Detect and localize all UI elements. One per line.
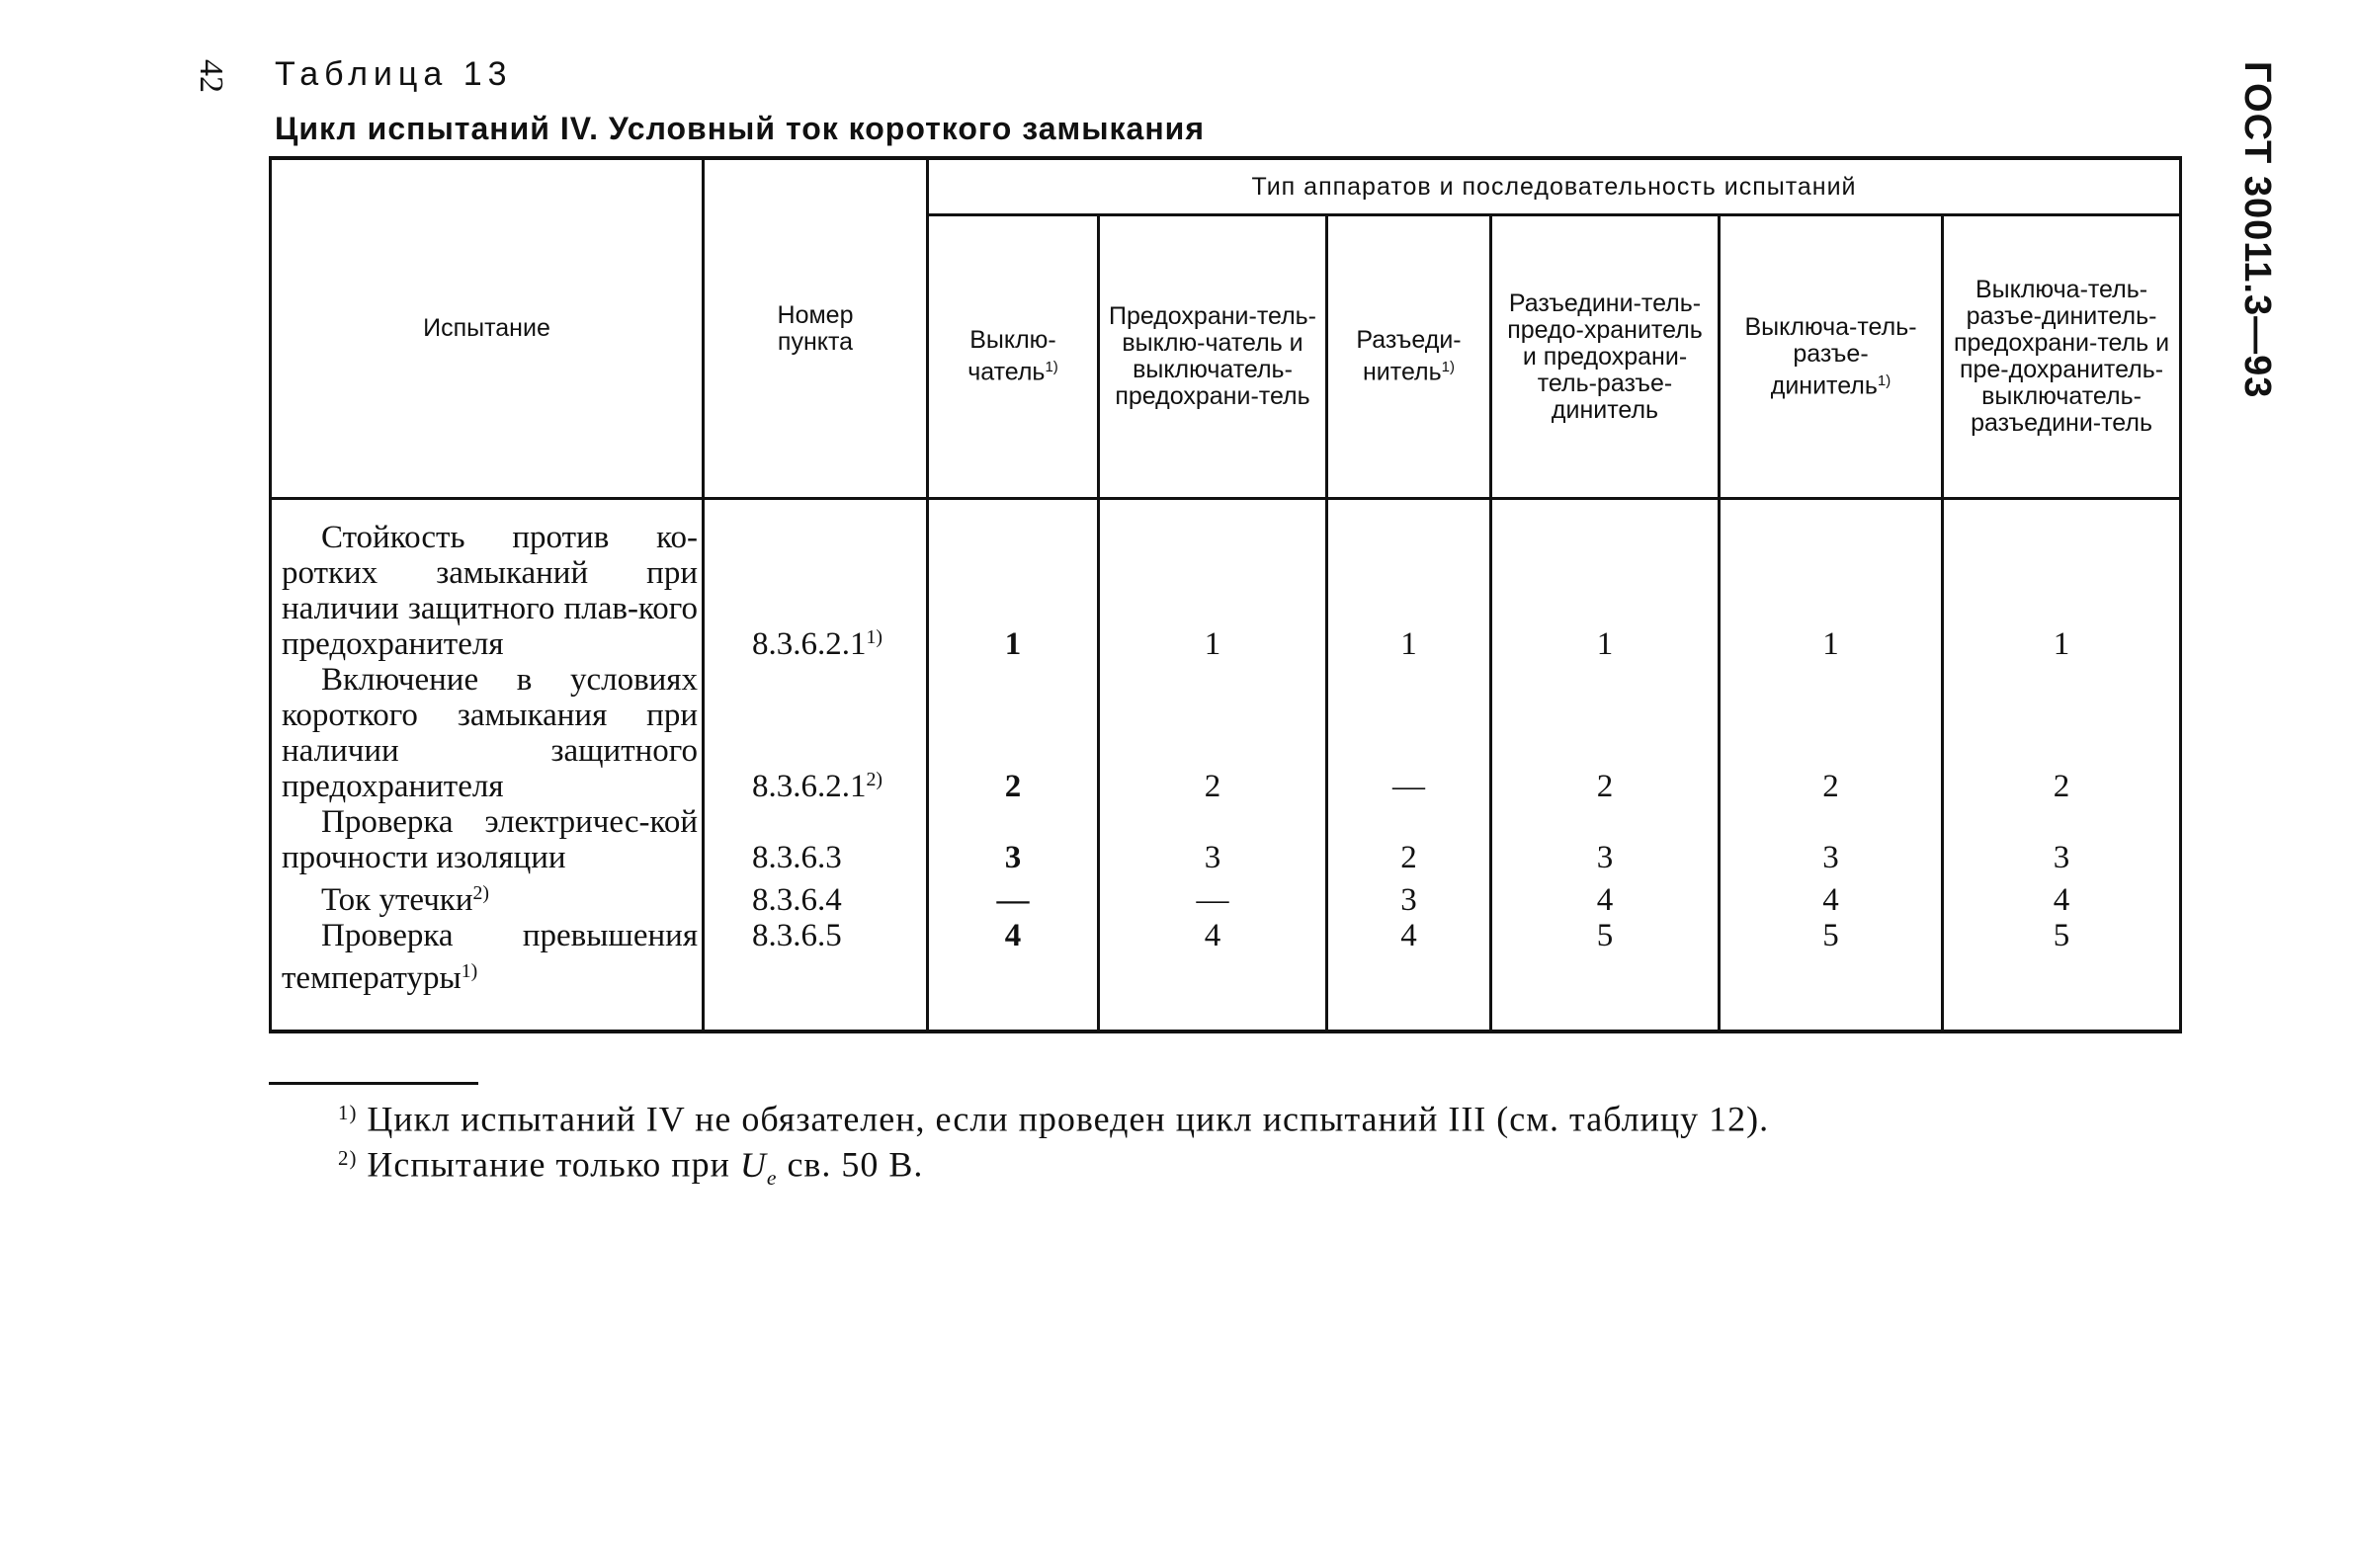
device-label: Предохрани-тель-выклю-чатель и выключатель-предохрани-тель <box>1108 302 1317 410</box>
sequence-value: 4 <box>1943 875 2181 918</box>
sequence-value: 5 <box>1943 918 2181 996</box>
sequence-value: — <box>928 875 1099 918</box>
footnote-text: Цикл испытаний IV не обязателен, если проведен цикл испытаний III (см. таблицу 12). <box>367 1099 1770 1139</box>
sequence-value: 2 <box>1491 662 1720 804</box>
test-name: Ток утечки$^{2)}$ <box>271 875 704 918</box>
table-row <box>271 918 2181 996</box>
sequence-value: 4 <box>1099 918 1327 996</box>
page-number: 42 <box>193 59 229 93</box>
device-footnote: 1) <box>1877 371 1891 389</box>
sequence-value: 1 <box>1720 520 1943 662</box>
table-row <box>271 875 2181 918</box>
header-device-4 <box>1491 215 1720 499</box>
clause-number: 8.3.6.2.1$^{2)}$ <box>704 662 928 804</box>
device-footnote: 1) <box>1045 359 1058 376</box>
footnote-mark: 2) <box>338 1146 358 1171</box>
device-label: Выклю-чатель <box>967 326 1056 386</box>
sequence-value: — <box>1327 662 1491 804</box>
header-device-5 <box>1720 215 1943 499</box>
clause-number: 8.3.6.3 <box>704 804 928 875</box>
sequence-value: 2 <box>1943 662 2181 804</box>
test-name: Проверка электричес-кой прочности изоляции <box>271 804 704 875</box>
table-label: Таблица 13 <box>275 55 513 93</box>
header-device-2 <box>1099 215 1327 499</box>
sequence-value: 1 <box>1491 520 1720 662</box>
sequence-value: 2 <box>1720 662 1943 804</box>
sequence-value: 2 <box>1099 662 1327 804</box>
clause-number: 8.3.6.4 <box>704 875 928 918</box>
footnote-1 <box>338 1093 1769 1138</box>
table-row <box>271 662 2181 804</box>
sequence-value: 5 <box>1491 918 1720 996</box>
sequence-value: 4 <box>1720 875 1943 918</box>
table-caption: Цикл испытаний IV. Условный ток короткого замыкания <box>275 111 1205 146</box>
gost-code: ГОСТ 30011.3—93 <box>2236 61 2278 399</box>
header-clause: Номер пункта <box>704 158 928 499</box>
sequence-value: 1 <box>928 520 1099 662</box>
clause-number: 8.3.6.2.1$^{1)}$ <box>704 520 928 662</box>
clause-number: 8.3.6.5 <box>704 918 928 996</box>
voltage-symbol: $U_e$ <box>739 1144 778 1191</box>
device-label: Выключа-тель-разъе-динитель <box>1744 312 1917 400</box>
header-group: Тип аппаратов и последовательность испытаний <box>928 158 2181 215</box>
sequence-value: 1 <box>1327 520 1491 662</box>
table-row <box>271 804 2181 875</box>
footnote-text: Испытание только при <box>367 1144 730 1185</box>
header-test: Испытание <box>271 158 704 499</box>
header-device-3 <box>1327 215 1491 499</box>
table-row <box>271 520 2181 662</box>
sequence-value: 5 <box>1720 918 1943 996</box>
sequence-value: 2 <box>928 662 1099 804</box>
footnote-rule <box>269 1082 478 1085</box>
device-label: Разъедини-тель-предо-хранитель и предохрани-тель-разъе-динитель <box>1507 289 1703 424</box>
test-name: Проверка превышения температуры$^{1)}$ <box>271 918 704 996</box>
test-name: Стойкость против ко-ротких замыканий при наличии защитного плав-кого предохранителя <box>271 520 704 662</box>
sequence-value: 1 <box>1099 520 1327 662</box>
sequence-value: 4 <box>1491 875 1720 918</box>
table <box>269 156 2182 1033</box>
test-sequence-table <box>269 156 2179 1033</box>
sequence-value: 3 <box>1720 804 1943 875</box>
sequence-value: 3 <box>1099 804 1327 875</box>
sequence-value: 3 <box>1491 804 1720 875</box>
sequence-value: 4 <box>1327 918 1491 996</box>
footnote-text: св. 50 В. <box>787 1144 924 1185</box>
sequence-value: 1 <box>1943 520 2181 662</box>
footnotes <box>338 1093 1769 1197</box>
footnote-mark: 1) <box>338 1101 358 1124</box>
header-device-1 <box>928 215 1099 499</box>
test-name: Включение в условиях короткого замыкания при наличии защитного предохранителя <box>271 662 704 804</box>
device-footnote: 1) <box>1441 359 1455 376</box>
footnote-2 <box>338 1138 1769 1197</box>
sequence-value: 2 <box>1327 804 1491 875</box>
sequence-value: 3 <box>1327 875 1491 918</box>
device-label: Разъеди-нитель <box>1356 326 1462 386</box>
header-device-6 <box>1943 215 2181 499</box>
sequence-value: — <box>1099 875 1327 918</box>
sequence-value: 4 <box>928 918 1099 996</box>
sequence-value: 3 <box>928 804 1099 875</box>
sequence-value: 3 <box>1943 804 2181 875</box>
device-label: Выключа-тель-разъе-динитель-предохрани-тель и пре-дохранитель-выключатель-разъедини-тель <box>1953 276 2170 437</box>
